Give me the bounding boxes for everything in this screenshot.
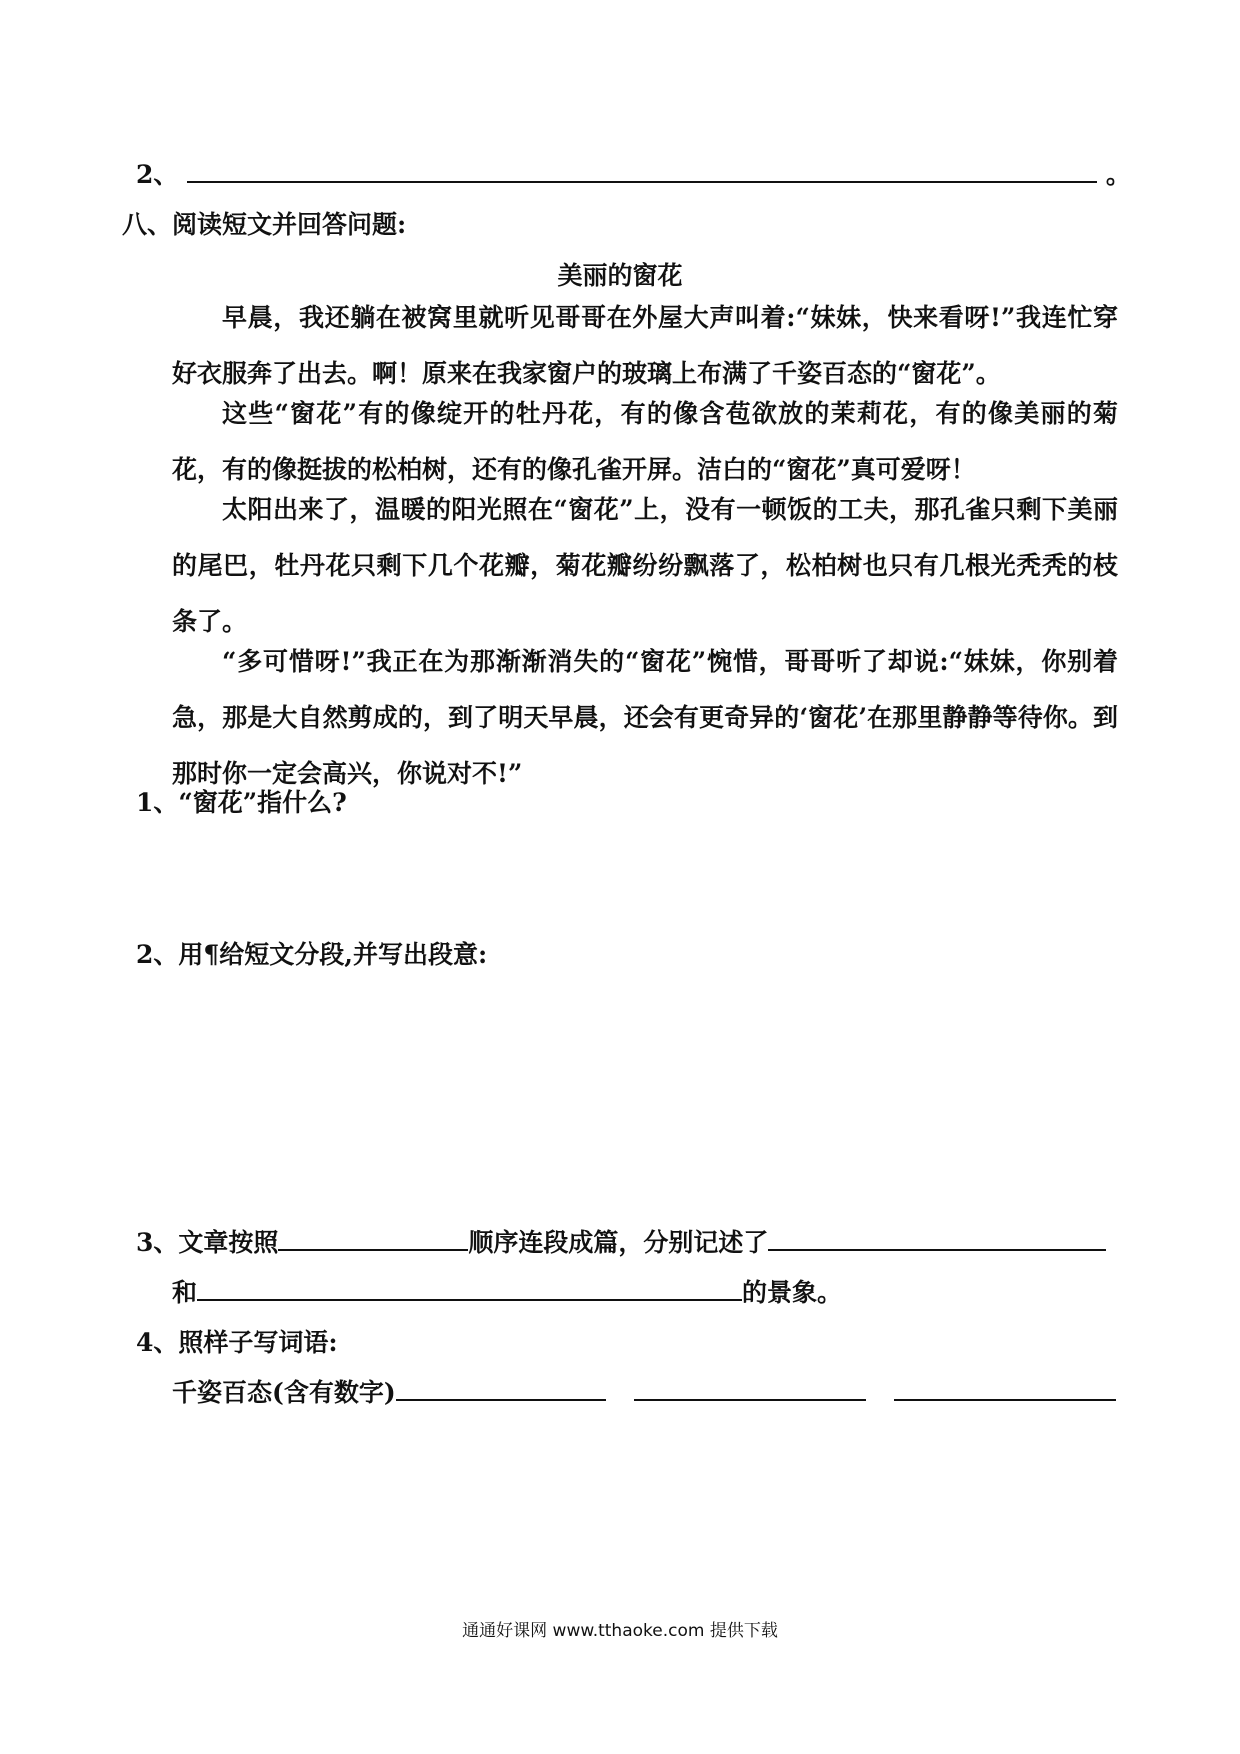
answer-blank[interactable] bbox=[894, 1377, 1116, 1401]
question-4-example-line bbox=[172, 1376, 1116, 1410]
prev-item-number: 2、 bbox=[136, 160, 179, 189]
passage-paragraph: 这些“窗花”有的像绽开的牡丹花，有的像含苞欲放的茉莉花，有的像美丽的菊花，有的像挺拔的松柏树，还有的像孔雀开屏。洁白的“窗花”真可爱呀！ bbox=[172, 399, 1118, 484]
question-1: 1、“窗花”指什么? bbox=[136, 788, 347, 817]
prev-item-end: 。 bbox=[1105, 160, 1131, 189]
question-4: 4、照样子写词语: bbox=[136, 1328, 338, 1357]
question-3-part-3: 和 bbox=[172, 1278, 198, 1307]
prev-item-line bbox=[136, 158, 1131, 192]
answer-blank[interactable] bbox=[197, 1277, 742, 1301]
question-3-part-1: 3、文章按照 bbox=[136, 1228, 279, 1257]
question-3-line-1 bbox=[136, 1226, 1106, 1260]
footer-text: 通通好课网 www.tthaoke.com 提供下载 bbox=[462, 1621, 778, 1641]
passage-paragraph: 早晨，我还躺在被窝里就听见哥哥在外屋大声叫着:“妹妹，快来看呀!”我连忙穿好衣服奔了出去。啊！原来在我家窗户的玻璃上布满了千姿百态的“窗花”。 bbox=[172, 303, 1118, 388]
answer-blank[interactable] bbox=[187, 159, 1097, 183]
question-4-example: 千姿百态(含有数字) bbox=[172, 1378, 396, 1407]
question-3-line-2 bbox=[172, 1276, 842, 1310]
answer-blank[interactable] bbox=[278, 1227, 468, 1251]
answer-blank[interactable] bbox=[396, 1377, 606, 1401]
passage-title: 美丽的窗花 bbox=[557, 261, 683, 290]
answer-blank[interactable] bbox=[768, 1227, 1106, 1251]
question-2: 2、用¶给短文分段,并写出段意: bbox=[136, 940, 488, 969]
question-3-part-4: 的景象。 bbox=[742, 1278, 843, 1307]
section-heading: 八、阅读短文并回答问题: bbox=[122, 210, 407, 239]
passage-paragraph: 太阳出来了，温暖的阳光照在“窗花”上，没有一顿饭的工夫，那孔雀只剩下美丽的尾巴，牡丹花只剩下几个花瓣，菊花瓣纷纷飘落了，松柏树也只有几根光秃秃的枝条了。 bbox=[172, 495, 1118, 636]
passage-paragraph: “多可惜呀!”我正在为那渐渐消失的“窗花”惋惜，哥哥听了却说:“妹妹，你别着急，那是大自然剪成的，到了明天早晨，还会有更奇异的‘窗花’在那里静静等待你。到那时你一定会高兴，你说对不!” bbox=[172, 647, 1118, 788]
question-3-part-2: 顺序连段成篇，分别记述了 bbox=[468, 1228, 769, 1257]
answer-blank[interactable] bbox=[634, 1377, 866, 1401]
